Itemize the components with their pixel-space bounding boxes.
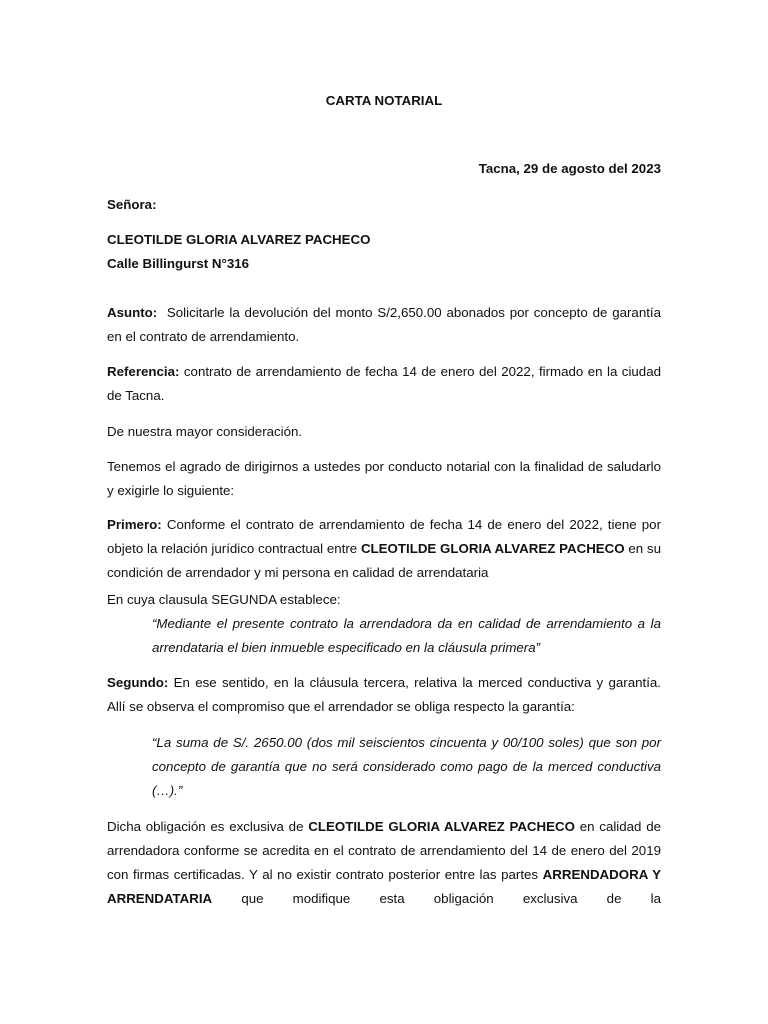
final-parties: ARRENDADORA Y ARRENDATARIA (107, 867, 662, 906)
greeting: De nuestra mayor consideración. (107, 424, 303, 439)
primero-text-a: Conforme el contrato de arrendamiento de fecha 14 de enero del 2022, tiene por objeto la relación jurídico contractual entre (107, 517, 662, 556)
final-name: CLEOTILDE GLORIA ALVAREZ PACHECO (308, 819, 575, 834)
asunto-label: Asunto: (107, 305, 158, 320)
final-text-b: en calidad de arrendadora conforme se acredita en el contrato de arrendamiento del 14 de enero del 2019 con firmas certificadas. Y al no existir contrato posterior entre las partes (107, 819, 662, 882)
referencia-text: contrato de arrendamiento de fecha 14 de enero del 2022, firmado en la ciudad de Tacna. (107, 364, 661, 403)
referencia-paragraph (107, 360, 661, 408)
letter-date: Tacna, 29 de agosto del 2023 (478, 161, 661, 176)
final-text-a: Dicha obligación es exclusiva de (107, 819, 304, 834)
segundo-paragraph (107, 671, 661, 719)
final-text-c: que modifique esta obligación exclusiva de la (241, 891, 661, 906)
intro-paragraph: Tenemos el agrado de dirigirnos a ustedes por conducto notarial con la finalidad de saludarlo y exigirle lo siguiente: (107, 459, 661, 498)
segundo-text: En ese sentido, en la cláusula tercera, relativa la merced conductiva y garantía. Allí se observa el compromiso que el arrendador se obliga respecto la garantía: (107, 675, 661, 714)
letter-title: CARTA NOTARIAL (325, 93, 443, 108)
referencia-label: Referencia: (107, 364, 180, 379)
primero-clause-intro: En cuya clausula SEGUNDA establece: (107, 592, 341, 607)
recipient-name: CLEOTILDE GLORIA ALVAREZ PACHECO (107, 232, 371, 247)
primero-name: CLEOTILDE GLORIA ALVAREZ PACHECO (360, 541, 625, 556)
primero-quote: “Mediante el presente contrato la arrendadora da en calidad de arrendamiento a la arrendataria el bien inmueble especificado en la cláusula primera” (152, 616, 661, 655)
asunto-paragraph (107, 301, 661, 349)
segundo-quote: “La suma de S/. 2650.00 (dos mil seiscientos cincuenta y 00/100 soles) que son por concepto de garantía que no será considerado como pago de la merced conductiva (…).” (152, 735, 661, 798)
recipient-address: Calle Billingurst N°316 (107, 256, 250, 271)
salutation: Señora: (107, 197, 157, 212)
primero-paragraph (107, 513, 661, 585)
segundo-label: Segundo: (107, 675, 169, 690)
asunto-text: Solicitarle la devolución del monto S/2,650.00 abonados por concepto de garantía en el contrato de arrendamiento. (107, 305, 661, 344)
final-paragraph (107, 815, 661, 911)
primero-label: Primero: (107, 517, 162, 532)
primero-text-b: en su condición de arrendador y mi persona en calidad de arrendataria (107, 541, 661, 580)
